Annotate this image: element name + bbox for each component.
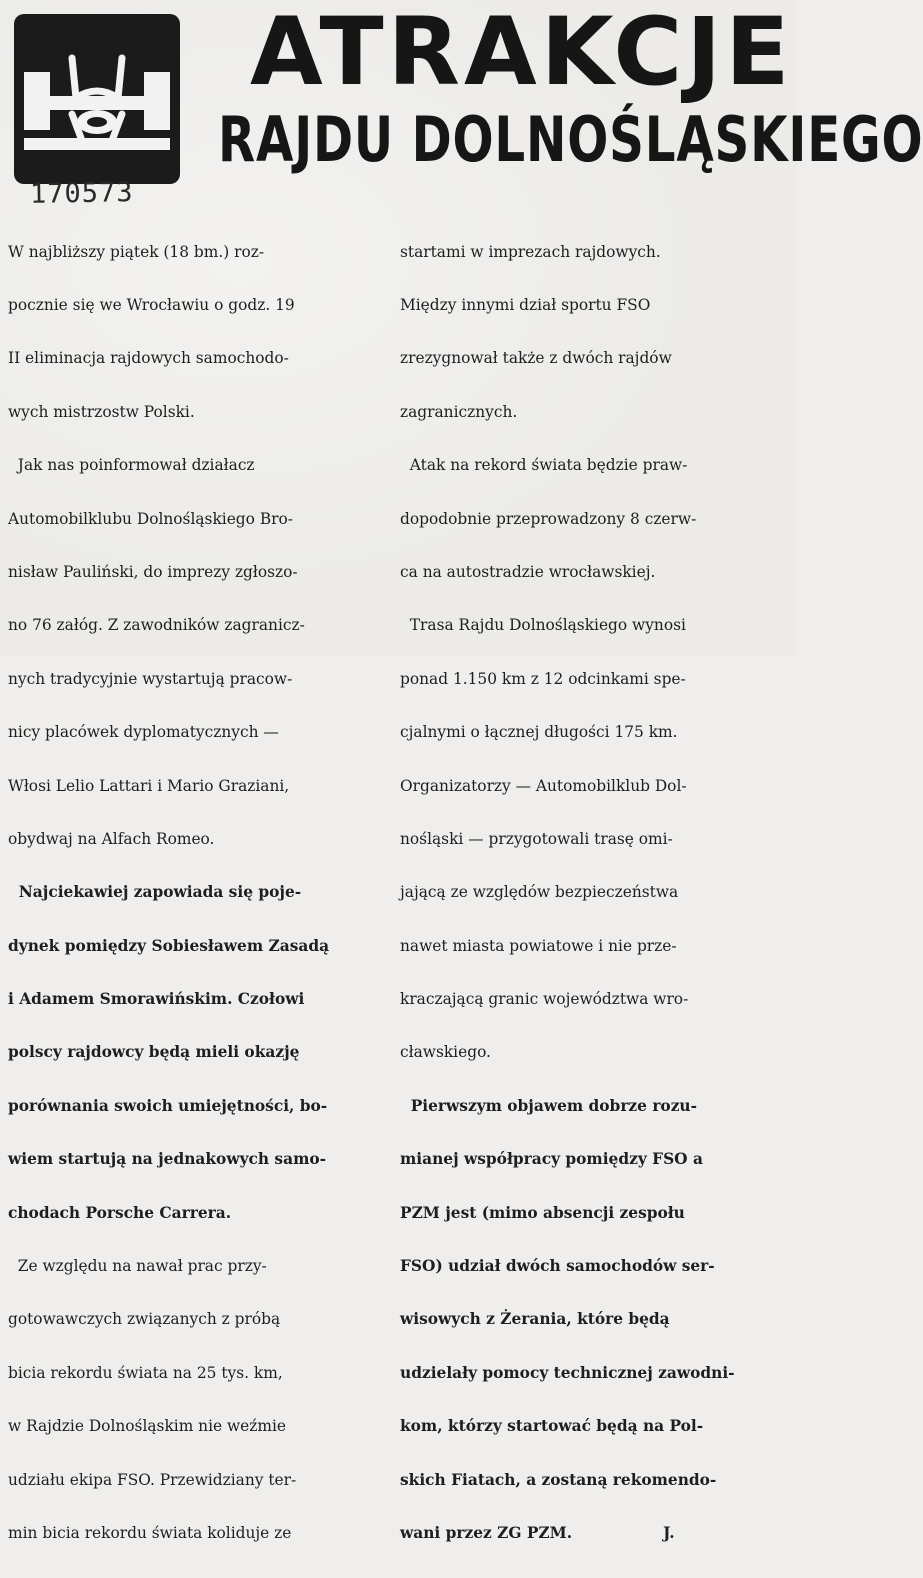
- text-line: min bicia rekordu świata koliduje ze: [8, 1523, 292, 1542]
- headline-title: ATRAKCJE: [250, 0, 794, 107]
- text-line: dynek pomiędzy Sobiesławem Zasadą: [8, 936, 330, 955]
- text-line: porównania swoich umiejętności, bo-: [8, 1096, 328, 1115]
- text-line: udzielały pomocy technicznej zawodni-: [400, 1363, 735, 1382]
- text-line: obydwaj na Alfach Romeo.: [8, 829, 215, 848]
- text-line: Włosi Lelio Lattari i Mario Graziani,: [8, 776, 290, 795]
- text-line: skich Fiatach, a zostaną rekomendo-: [400, 1470, 717, 1489]
- text-line: nośląski — przygotowali trasę omi-: [400, 829, 673, 848]
- text-line: Automobilklubu Dolnośląskiego Bro-: [8, 509, 293, 528]
- text-line: PZM jest (mimo absencji zespołu: [400, 1203, 685, 1222]
- text-line: nicy placówek dyplomatycznych —: [8, 723, 279, 742]
- text-line: Pierwszym objawem dobrze rozu-: [400, 1096, 698, 1115]
- text-line: kraczającą granic województwa wro-: [400, 990, 689, 1009]
- text-line: Jak nas poinformował działacz: [8, 456, 255, 475]
- text-line: Najciekawiej zapowiada się poje-: [8, 883, 302, 902]
- rally-logo: [14, 14, 180, 184]
- text-line: Ze względu na nawał prac przy-: [8, 1257, 267, 1276]
- text-line: chodach Porsche Carrera.: [8, 1203, 232, 1222]
- text-line: cjalnymi o łącznej długości 175 km.: [400, 723, 678, 742]
- text-line: ponad 1.150 km z 12 odcinkami spe-: [400, 669, 686, 688]
- text-line: pocznie się we Wrocławiu o godz. 19: [8, 295, 295, 314]
- text-line: bicia rekordu świata na 25 tys. km,: [8, 1363, 283, 1382]
- text-line: zrezygnował także z dwóch rajdów: [400, 349, 672, 368]
- text-line: mianej współpracy pomiędzy FSO a: [400, 1150, 703, 1169]
- article-column-right: [400, 208, 795, 1542]
- headline-subtitle: RAJDU DOLNOŚLĄSKIEGO: [218, 103, 923, 176]
- text-line: nawet miasta powiatowe i nie prze-: [400, 936, 677, 955]
- text-line: Trasa Rajdu Dolnośląskiego wynosi: [400, 616, 686, 635]
- text-line: W najbliższy piątek (18 bm.) roz-: [8, 242, 265, 261]
- text-line: FSO) udział dwóch samochodów ser-: [400, 1257, 715, 1276]
- text-line: no 76 załóg. Z zawodników zagranicz-: [8, 616, 305, 635]
- text-line: ca na autostradzie wrocławskiej.: [400, 562, 656, 581]
- text-line: i Adamem Smorawińskim. Czołowi: [8, 990, 305, 1009]
- text-line: wani przez ZG PZM. J.: [400, 1523, 675, 1542]
- text-line: jającą ze względów bezpieczeństwa: [400, 883, 679, 902]
- text-line: startami w imprezach rajdowych.: [400, 242, 661, 261]
- text-line: II eliminacja rajdowych samochodo-: [8, 349, 289, 368]
- text-line: Między innymi dział sportu FSO: [400, 295, 651, 314]
- race-car-icon: [14, 14, 180, 184]
- text-line: w Rajdzie Dolnośląskim nie weźmie: [8, 1417, 287, 1436]
- text-line: dopodobnie przeprowadzony 8 czerw-: [400, 509, 697, 528]
- text-line: cławskiego.: [400, 1043, 491, 1062]
- text-line: polscy rajdowcy będą mieli okazję: [8, 1043, 300, 1062]
- article-column-left: [8, 208, 400, 1542]
- text-line: nisław Pauliński, do imprezy zgłoszo-: [8, 562, 298, 581]
- archive-handwritten-number: 170573: [29, 177, 134, 210]
- text-line: kom, którzy startować będą na Pol-: [400, 1417, 704, 1436]
- text-line: wisowych z Żerania, które będą: [400, 1310, 670, 1329]
- text-line: nych tradycyjnie wystartują pracow-: [8, 669, 293, 688]
- text-line: udziału ekipa FSO. Przewidziany ter-: [8, 1470, 297, 1489]
- text-line: Atak na rekord świata będzie praw-: [400, 456, 688, 475]
- text-line: wiem startują na jednakowych samo-: [8, 1150, 327, 1169]
- text-line: wych mistrzostw Polski.: [8, 402, 195, 421]
- text-line: zagranicznych.: [400, 402, 518, 421]
- text-line: gotowawczych związanych z próbą: [8, 1310, 281, 1329]
- text-line: Organizatorzy — Automobilklub Dol-: [400, 776, 687, 795]
